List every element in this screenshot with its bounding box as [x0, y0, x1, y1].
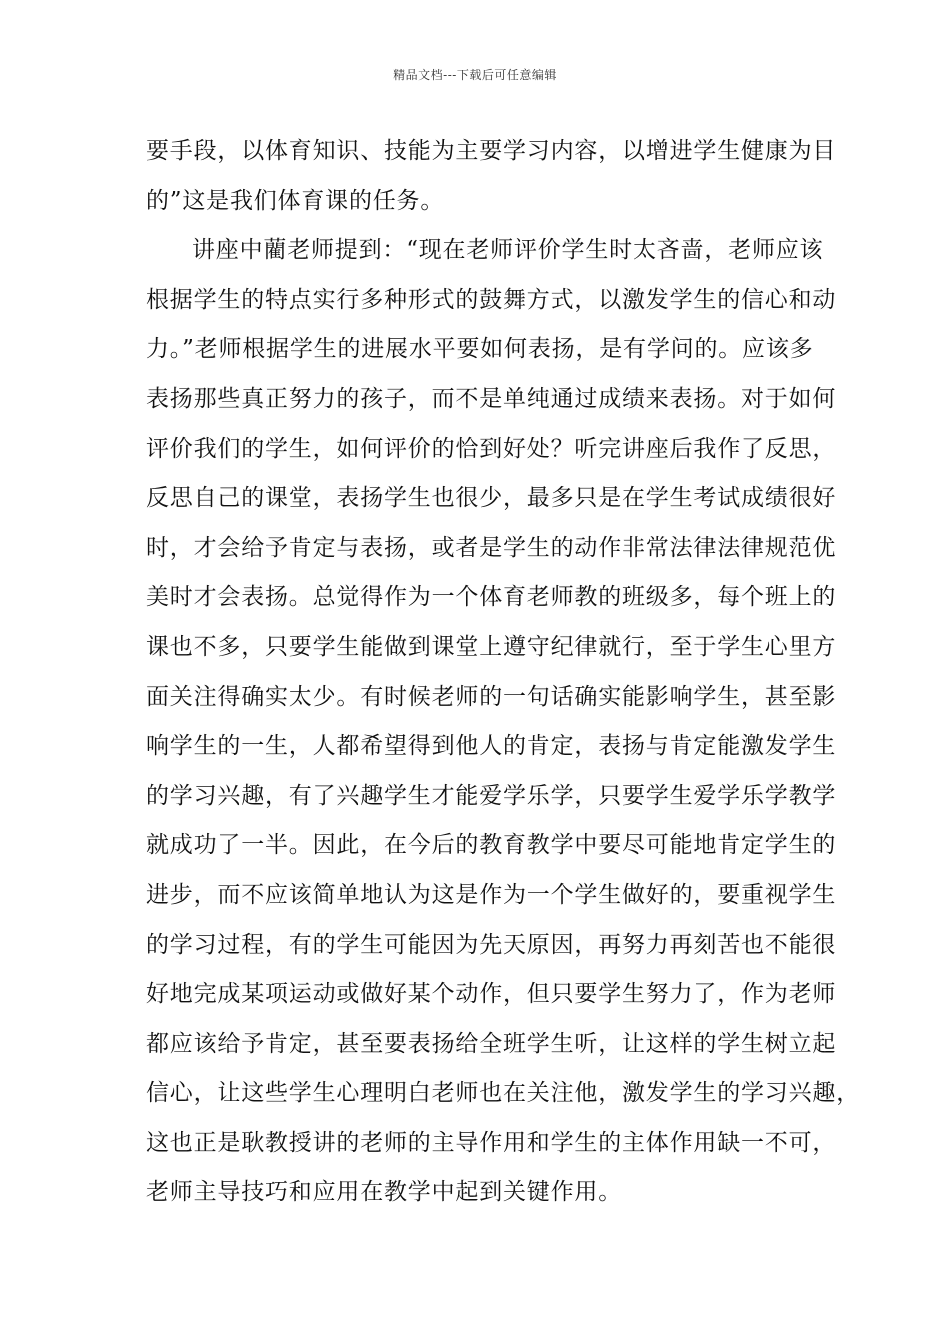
text-line: 反思自己的课堂，表扬学生也很少，最多只是在学生考试成绩很好	[146, 485, 837, 512]
text-line: 的”这是我们体育课的任务。	[146, 187, 445, 214]
text-line: 老师主导技巧和应用在教学中起到关键作用。	[146, 1179, 622, 1206]
text-line: 表扬那些真正努力的孩子，而不是单纯通过成绩来表扬。对于如何	[146, 385, 837, 412]
text-line: 美时才会表扬。总觉得作为一个体育老师教的班级多，每个班上的	[146, 584, 837, 611]
text-line: 课也不多，只要学生能做到课堂上遵守纪律就行，至于学生心里方	[146, 633, 837, 660]
text-line: 就成功了一半。因此，在今后的教育教学中要尽可能地肯定学生的	[146, 832, 837, 859]
text-line: 响学生的一生，人都希望得到他人的肯定，表扬与肯定能激发学生	[146, 733, 837, 760]
page-header: 精品文档---下载后可任意编辑	[393, 68, 557, 82]
text-line: 评价我们的学生，如何评价的恰到好处？听完讲座后我作了反思，	[146, 435, 837, 462]
body-text	[146, 127, 860, 1218]
text-line: 要手段，以体育知识、技能为主要学习内容，以增进学生健康为目	[146, 138, 837, 164]
text-line: 面关注得确实太少。有时候老师的一句话确实能影响学生，甚至影	[146, 683, 837, 710]
paragraph-first-line: 讲座中藺老师提到：“现在老师评价学生时太吝啬，老师应该	[192, 237, 824, 264]
text-line: 好地完成某项运动或做好某个动作，但只要学生努力了，作为老师	[146, 981, 837, 1008]
text-line: 的学习兴趣，有了兴趣学生才能爱学乐学，只要学生爱学乐学教学	[146, 782, 837, 809]
text-line: 的学习过程，有的学生可能因为先天原因，再努力再刻苦也不能很	[146, 931, 837, 958]
text-line: 力。”老师根据学生的进展水平要如何表扬，是有学问的。应该多	[146, 336, 814, 363]
text-line: 根据学生的特点实行多种形式的鼓舞方式，以激发学生的信心和动	[146, 286, 837, 313]
text-line: 都应该给予肯定，甚至要表扬给全班学生听，让这样的学生树立起	[146, 1030, 837, 1057]
text-line: 信心，让这些学生心理明白老师也在关注他，激发学生的学习兴趣，	[146, 1080, 860, 1107]
text-line: 时，才会给予肯定与表扬，或者是学生的动作非常法律法律规范优	[146, 534, 837, 561]
text-line: 这也正是耿教授讲的老师的主导作用和学生的主体作用缺一不可，	[146, 1129, 837, 1156]
text-line: 进步，而不应该简单地认为这是作为一个学生做好的，要重视学生	[146, 881, 837, 908]
